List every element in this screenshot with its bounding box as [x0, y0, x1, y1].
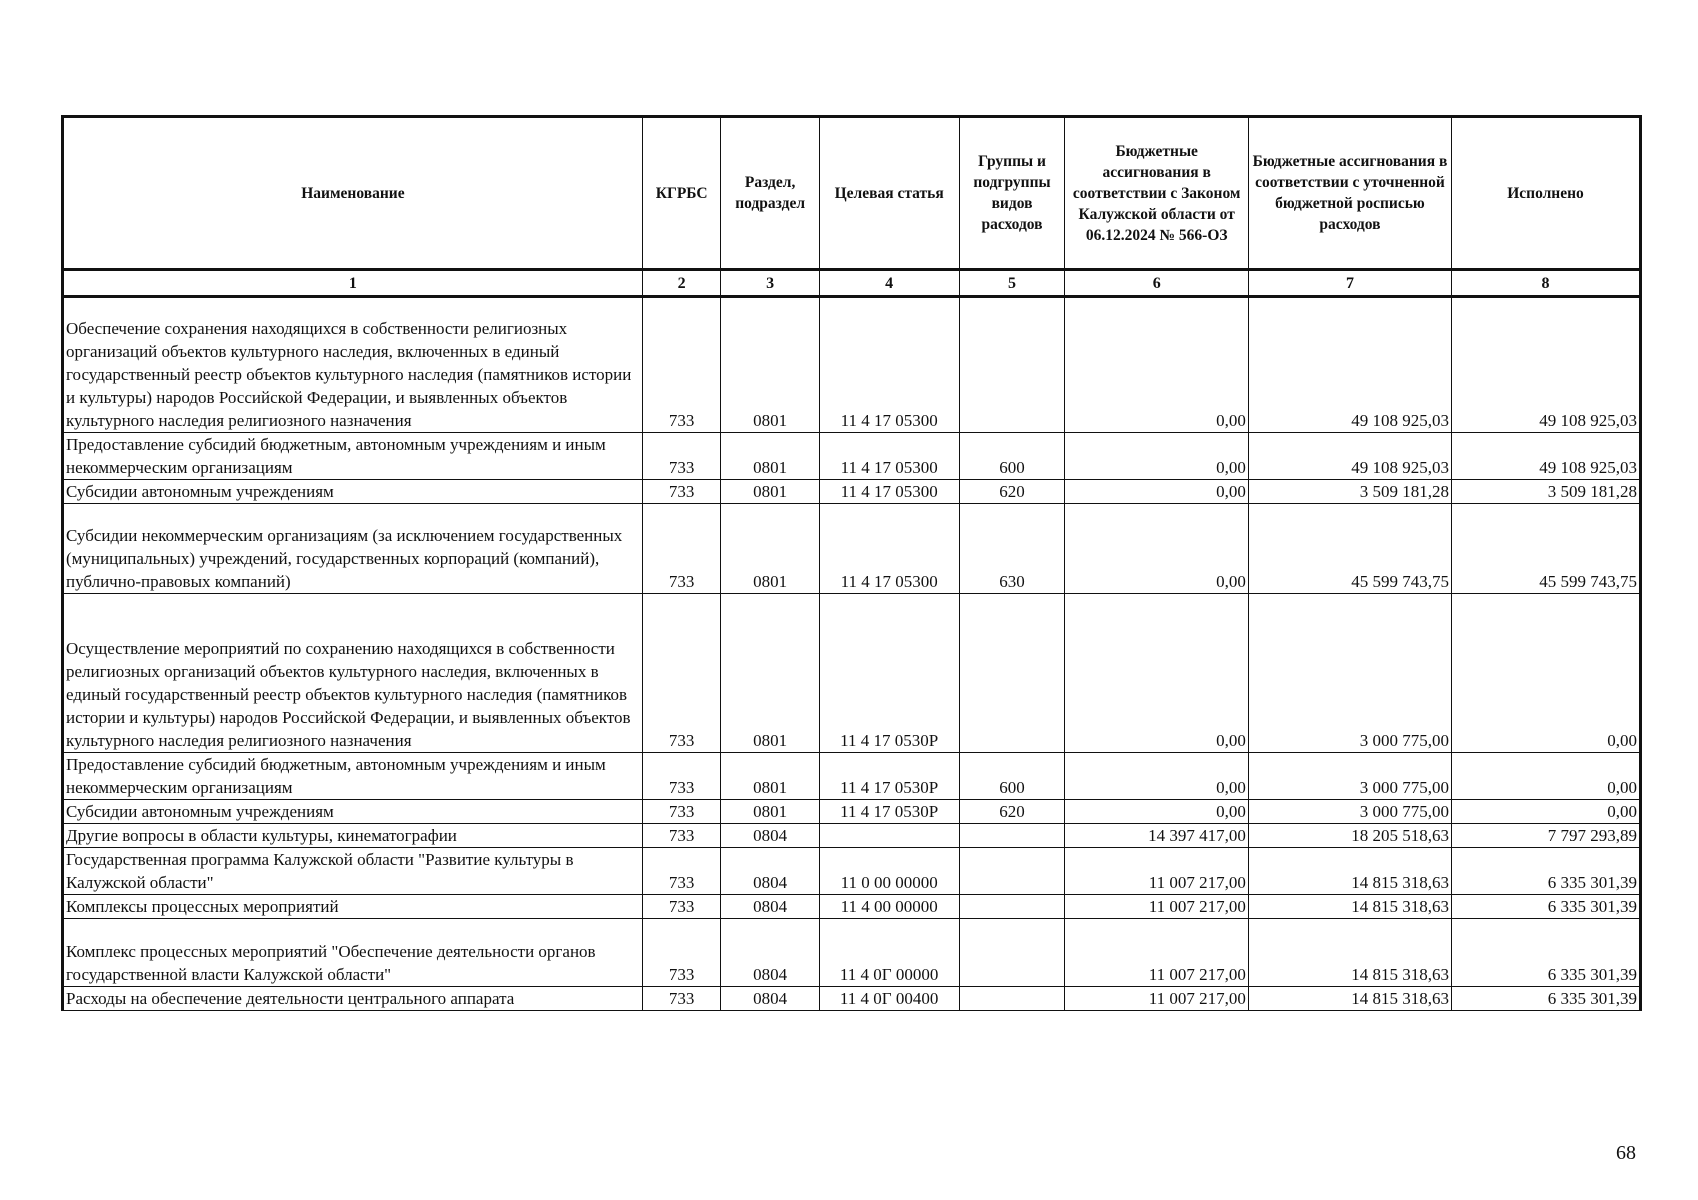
row-group	[959, 919, 1065, 987]
column-number-row	[63, 270, 1641, 297]
table-row	[63, 433, 1641, 480]
row-kgrbs: 733	[642, 919, 721, 987]
row-name: Субсидии автономным учреждениям	[63, 800, 643, 824]
table-row	[63, 987, 1641, 1011]
row-name: Осуществление мероприятий по сохранению находящихся в собственности религиозных организаций объектов культурного наследия, включенных в единый государственный реестр объектов культурного наследия (памятников истории и культуры) народов Российской Федерации, и выявленных объектов культурного наследия религиозного назначения	[63, 594, 643, 753]
row-group: 620	[959, 800, 1065, 824]
row-refined: 14 815 318,63	[1248, 895, 1451, 919]
row-refined: 45 599 743,75	[1248, 504, 1451, 594]
row-section: 0801	[721, 433, 819, 480]
row-target: 11 4 17 05300	[819, 433, 959, 480]
row-kgrbs: 733	[642, 848, 721, 895]
row-executed: 45 599 743,75	[1452, 504, 1641, 594]
row-kgrbs: 733	[642, 594, 721, 753]
row-kgrbs: 733	[642, 753, 721, 800]
row-section: 0801	[721, 753, 819, 800]
row-group: 600	[959, 433, 1065, 480]
row-executed: 6 335 301,39	[1452, 919, 1641, 987]
row-section: 0801	[721, 480, 819, 504]
row-target: 11 4 17 05300	[819, 480, 959, 504]
row-group	[959, 824, 1065, 848]
table-row	[63, 297, 1641, 433]
row-kgrbs: 733	[642, 800, 721, 824]
row-section: 0804	[721, 919, 819, 987]
row-law: 11 007 217,00	[1065, 919, 1248, 987]
row-refined: 3 000 775,00	[1248, 594, 1451, 753]
row-kgrbs: 733	[642, 480, 721, 504]
row-section: 0801	[721, 504, 819, 594]
row-executed: 3 509 181,28	[1452, 480, 1641, 504]
row-kgrbs: 733	[642, 895, 721, 919]
header-refined: Бюджетные ассигнования в соответствии с уточненной бюджетной росписью расходов	[1248, 117, 1451, 270]
row-law: 11 007 217,00	[1065, 987, 1248, 1011]
row-law: 0,00	[1065, 480, 1248, 504]
page-number: 68	[1616, 1142, 1636, 1164]
row-executed: 49 108 925,03	[1452, 297, 1641, 433]
row-law: 0,00	[1065, 753, 1248, 800]
row-refined: 3 509 181,28	[1248, 480, 1451, 504]
table-row	[63, 800, 1641, 824]
row-law: 0,00	[1065, 594, 1248, 753]
header-row	[63, 117, 1641, 270]
table-row	[63, 895, 1641, 919]
row-target: 11 4 00 00000	[819, 895, 959, 919]
table-row	[63, 919, 1641, 987]
column-number: 4	[819, 270, 959, 297]
column-number: 6	[1065, 270, 1248, 297]
row-refined: 14 815 318,63	[1248, 919, 1451, 987]
row-law: 14 397 417,00	[1065, 824, 1248, 848]
column-number: 7	[1248, 270, 1451, 297]
row-target: 11 4 17 0530Р	[819, 800, 959, 824]
table-row	[63, 753, 1641, 800]
row-kgrbs: 733	[642, 297, 721, 433]
row-executed: 6 335 301,39	[1452, 895, 1641, 919]
row-name: Обеспечение сохранения находящихся в собственности религиозных организаций объектов культурного наследия, включенных в единый государственный реестр объектов культурного наследия (памятников истории и культуры) народов Российской Федерации, и выявленных объектов культурного наследия религиозного назначения	[63, 297, 643, 433]
row-executed: 0,00	[1452, 753, 1641, 800]
row-law: 0,00	[1065, 433, 1248, 480]
row-executed: 6 335 301,39	[1452, 848, 1641, 895]
row-group: 630	[959, 504, 1065, 594]
row-group	[959, 594, 1065, 753]
row-name: Предоставление субсидий бюджетным, автономным учреждениям и иным некоммерческим организациям	[63, 753, 643, 800]
row-group	[959, 297, 1065, 433]
row-group	[959, 895, 1065, 919]
row-kgrbs: 733	[642, 824, 721, 848]
row-group	[959, 987, 1065, 1011]
row-name: Субсидии некоммерческим организациям (за исключением государственных (муниципальных) учреждений, государственных корпораций (компаний), публично-правовых компаний)	[63, 504, 643, 594]
row-group	[959, 848, 1065, 895]
table-row	[63, 504, 1641, 594]
row-law: 0,00	[1065, 504, 1248, 594]
header-section: Раздел, подраздел	[721, 117, 819, 270]
row-section: 0801	[721, 594, 819, 753]
row-law: 0,00	[1065, 800, 1248, 824]
row-name: Субсидии автономным учреждениям	[63, 480, 643, 504]
row-section: 0801	[721, 297, 819, 433]
row-name: Комплекс процессных мероприятий "Обеспечение деятельности органов государственной власти Калужской области"	[63, 919, 643, 987]
row-law: 11 007 217,00	[1065, 848, 1248, 895]
row-executed: 0,00	[1452, 594, 1641, 753]
row-target	[819, 824, 959, 848]
row-executed: 49 108 925,03	[1452, 433, 1641, 480]
row-target: 11 0 00 00000	[819, 848, 959, 895]
row-group: 620	[959, 480, 1065, 504]
row-target: 11 4 0Г 00400	[819, 987, 959, 1011]
header-group: Группы и подгруппы видов расходов	[959, 117, 1065, 270]
row-law: 0,00	[1065, 297, 1248, 433]
row-executed: 0,00	[1452, 800, 1641, 824]
row-section: 0804	[721, 848, 819, 895]
row-refined: 18 205 518,63	[1248, 824, 1451, 848]
row-refined: 3 000 775,00	[1248, 753, 1451, 800]
row-refined: 14 815 318,63	[1248, 848, 1451, 895]
row-kgrbs: 733	[642, 433, 721, 480]
row-name: Комплексы процессных мероприятий	[63, 895, 643, 919]
header-target: Целевая статья	[819, 117, 959, 270]
column-number: 5	[959, 270, 1065, 297]
column-number: 3	[721, 270, 819, 297]
row-refined: 49 108 925,03	[1248, 297, 1451, 433]
row-section: 0804	[721, 895, 819, 919]
header-law: Бюджетные ассигнования в соответствии с Законом Калужской области от 06.12.2024 № 566-ОЗ	[1065, 117, 1248, 270]
column-number: 1	[63, 270, 643, 297]
row-target: 11 4 17 05300	[819, 297, 959, 433]
table-row	[63, 848, 1641, 895]
row-refined: 3 000 775,00	[1248, 800, 1451, 824]
row-name: Расходы на обеспечение деятельности центрального аппарата	[63, 987, 643, 1011]
row-refined: 49 108 925,03	[1248, 433, 1451, 480]
row-name: Предоставление субсидий бюджетным, автономным учреждениям и иным некоммерческим организациям	[63, 433, 643, 480]
row-section: 0801	[721, 800, 819, 824]
row-target: 11 4 17 0530Р	[819, 594, 959, 753]
row-section: 0804	[721, 824, 819, 848]
row-target: 11 4 17 0530Р	[819, 753, 959, 800]
table-row	[63, 480, 1641, 504]
column-number: 2	[642, 270, 721, 297]
row-law: 11 007 217,00	[1065, 895, 1248, 919]
column-number: 8	[1452, 270, 1641, 297]
row-refined: 14 815 318,63	[1248, 987, 1451, 1011]
row-group: 600	[959, 753, 1065, 800]
header-name: Наименование	[63, 117, 643, 270]
table-row	[63, 824, 1641, 848]
row-kgrbs: 733	[642, 504, 721, 594]
row-kgrbs: 733	[642, 987, 721, 1011]
table-row	[63, 594, 1641, 753]
row-target: 11 4 0Г 00000	[819, 919, 959, 987]
row-section: 0804	[721, 987, 819, 1011]
header-executed: Исполнено	[1452, 117, 1641, 270]
row-name: Другие вопросы в области культуры, кинематографии	[63, 824, 643, 848]
header-kgrbs: КГРБС	[642, 117, 721, 270]
row-target: 11 4 17 05300	[819, 504, 959, 594]
row-name: Государственная программа Калужской области "Развитие культуры в Калужской области"	[63, 848, 643, 895]
row-executed: 7 797 293,89	[1452, 824, 1641, 848]
row-executed: 6 335 301,39	[1452, 987, 1641, 1011]
budget-table	[61, 115, 1642, 1011]
